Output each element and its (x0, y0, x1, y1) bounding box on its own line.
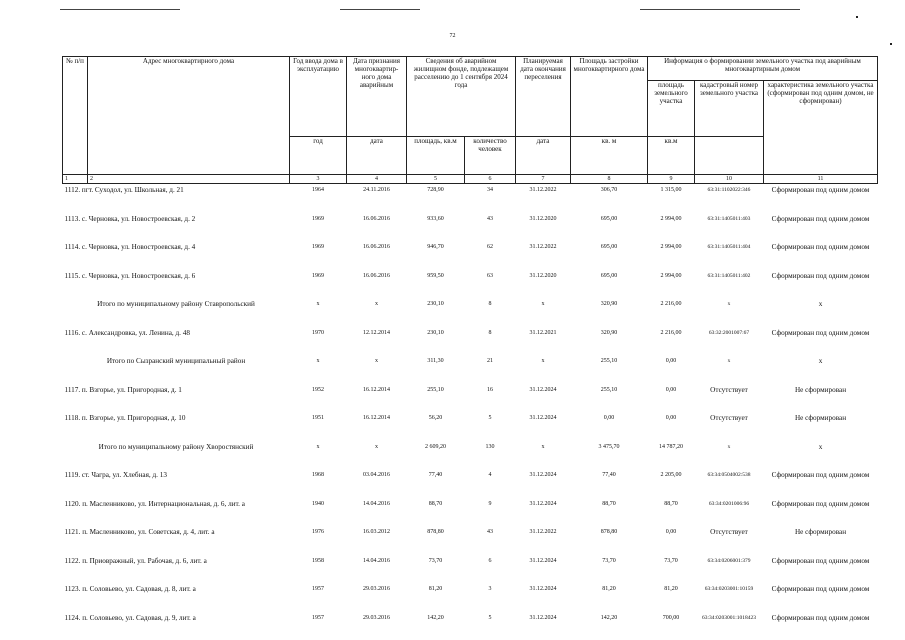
year-cell: x (290, 441, 347, 470)
building-area-cell: 0,00 (571, 412, 648, 441)
unit-empty (695, 137, 764, 175)
table-row (63, 213, 878, 242)
table-row (63, 526, 878, 555)
area-cell: 255,10 (407, 384, 465, 413)
address-cell: 1123. п. Соловьево, ул. Садовая, д. 8, лит. а (63, 583, 290, 612)
building-area-cell: 255,10 (571, 384, 648, 413)
col-number: 2 (88, 175, 290, 184)
cadastral-cell: 63:32:2001007:67 (695, 327, 764, 356)
address-cell: 1122. п. Приовражный, ул. Рабочая, д. 6, лит. а (63, 555, 290, 584)
header-recognition-date: Дата признания многоквартир- ного дома аварийным (347, 57, 407, 137)
table-row (63, 412, 878, 441)
land-area-cell: 2 994,00 (648, 213, 695, 242)
scan-artifact-dot (890, 43, 892, 45)
recognition-date-cell: 16.12.2014 (347, 412, 407, 441)
table-row (63, 612, 878, 640)
col-number: 7 (516, 175, 571, 184)
address-cell: Итого по муниципальному району Хворостянский (63, 441, 290, 470)
land-area-cell: 14 787,20 (648, 441, 695, 470)
header-num: № п/п (63, 57, 88, 175)
col-number: 1 (63, 175, 88, 184)
col-number: 11 (764, 175, 878, 184)
year-cell: 1964 (290, 184, 347, 213)
characteristic-cell: Сформирован под одним домом (764, 555, 878, 584)
area-cell: 230,10 (407, 298, 465, 327)
header-emergency-info: Сведения об аварийном жилищном фонде, подлежащем расселению до 1 сентября 2024 года (407, 57, 516, 137)
recognition-date-cell: 16.06.2016 (347, 270, 407, 299)
table-row (63, 384, 878, 413)
area-cell: 933,60 (407, 213, 465, 242)
header-land-area: площадь земельного участка (648, 81, 695, 137)
building-area-cell: 878,80 (571, 526, 648, 555)
recognition-date-cell: 14.04.2016 (347, 498, 407, 527)
people-cell: 130 (465, 441, 516, 470)
address-cell: 1114. с. Черновка, ул. Новостроевская, д. 4 (63, 241, 290, 270)
recognition-date-cell: 16.06.2016 (347, 241, 407, 270)
cadastral-cell: 63:34:0206001:379 (695, 555, 764, 584)
planned-date-cell: x (516, 298, 571, 327)
cadastral-cell: 63:34:0201006:96 (695, 498, 764, 527)
col-number: 3 (290, 175, 347, 184)
land-area-cell: 88,70 (648, 498, 695, 527)
characteristic-cell: Сформирован под одним домом (764, 469, 878, 498)
area-cell: 878,80 (407, 526, 465, 555)
year-cell: 1952 (290, 384, 347, 413)
table-row (63, 327, 878, 356)
area-cell: 728,90 (407, 184, 465, 213)
address-cell: 1120. п. Масленниково, ул. Интернациональная, д. 6, лит. а (63, 498, 290, 527)
land-area-cell: 0,00 (648, 526, 695, 555)
characteristic-cell: x (764, 298, 878, 327)
year-cell: 1968 (290, 469, 347, 498)
table-row (63, 184, 878, 213)
address-cell: 1117. п. Взгорье, ул. Пригородная, д. 1 (63, 384, 290, 413)
building-area-cell: 88,70 (571, 498, 648, 527)
table-row (63, 270, 878, 299)
cadastral-cell: x (695, 355, 764, 384)
land-area-cell: 0,00 (648, 412, 695, 441)
recognition-date-cell: 16.03.2012 (347, 526, 407, 555)
building-area-cell: 695,00 (571, 270, 648, 299)
building-area-cell: 81,20 (571, 583, 648, 612)
land-area-cell: 73,70 (648, 555, 695, 584)
characteristic-cell: Сформирован под одним домом (764, 213, 878, 242)
characteristic-cell: Сформирован под одним домом (764, 241, 878, 270)
scan-artifact-dot (856, 16, 858, 18)
characteristic-cell: x (764, 441, 878, 470)
address-cell: 1112. пгт. Суходол, ул. Школьная, д. 21 (63, 184, 290, 213)
unit-year: год (290, 137, 347, 175)
recognition-date-cell: 24.11.2016 (347, 184, 407, 213)
cadastral-cell: 63:34:0504002:538 (695, 469, 764, 498)
people-cell: 43 (465, 526, 516, 555)
planned-date-cell: 31.12.2022 (516, 241, 571, 270)
address-cell: Итого по Сызранский муниципальный район (63, 355, 290, 384)
people-cell: 62 (465, 241, 516, 270)
cadastral-cell: 63:34:0203001:10159 (695, 583, 764, 612)
characteristic-cell: Сформирован под одним домом (764, 498, 878, 527)
recognition-date-cell: x (347, 355, 407, 384)
building-area-cell: 320,90 (571, 298, 648, 327)
characteristic-cell: Не сформирован (764, 412, 878, 441)
planned-date-cell: x (516, 355, 571, 384)
cadastral-cell: Отсутствует (695, 412, 764, 441)
year-cell: 1940 (290, 498, 347, 527)
recognition-date-cell: 29.03.2016 (347, 583, 407, 612)
address-cell: 1121. п. Масленниково, ул. Советская, д. 4, лит. а (63, 526, 290, 555)
year-cell: 1957 (290, 583, 347, 612)
unit-kvm: кв. м (571, 137, 648, 175)
land-area-cell: 2 994,00 (648, 270, 695, 299)
total-row (63, 441, 878, 470)
col-number: 5 (407, 175, 465, 184)
cadastral-cell: x (695, 441, 764, 470)
unit-kvm2: кв.м (648, 137, 695, 175)
year-cell: 1969 (290, 213, 347, 242)
table-row (63, 469, 878, 498)
land-area-cell: 81,20 (648, 583, 695, 612)
building-area-cell: 695,00 (571, 241, 648, 270)
scan-artifact-line (640, 9, 800, 10)
address-cell: 1118. п. Взгорье, ул. Пригородная, д. 10 (63, 412, 290, 441)
column-number-row (63, 175, 878, 184)
area-cell: 230,10 (407, 327, 465, 356)
planned-date-cell: 31.12.2024 (516, 583, 571, 612)
recognition-date-cell: 16.06.2016 (347, 213, 407, 242)
characteristic-cell: Сформирован под одним домом (764, 327, 878, 356)
building-area-cell: 320,90 (571, 327, 648, 356)
land-area-cell: 2 216,00 (648, 298, 695, 327)
planned-date-cell: 31.12.2020 (516, 213, 571, 242)
year-cell: 1970 (290, 327, 347, 356)
planned-date-cell: 31.12.2021 (516, 327, 571, 356)
area-cell: 56,20 (407, 412, 465, 441)
cadastral-cell: 63:34:0203001:1018423 (695, 612, 764, 640)
year-cell: 1958 (290, 555, 347, 584)
building-area-cell: 306,70 (571, 184, 648, 213)
header-land-info: Информация о формировании земельного участка под аварийным многоквартирным домом (648, 57, 878, 81)
address-cell: 1119. ст. Чагра, ул. Хлебная, д. 13 (63, 469, 290, 498)
planned-date-cell: 31.12.2024 (516, 612, 571, 640)
year-cell: 1957 (290, 612, 347, 640)
year-cell: x (290, 355, 347, 384)
people-cell: 34 (465, 184, 516, 213)
people-cell: 8 (465, 298, 516, 327)
people-cell: 8 (465, 327, 516, 356)
unit-date2: дата (516, 137, 571, 175)
characteristic-cell: Не сформирован (764, 384, 878, 413)
cadastral-cell: 63:31:1102022:346 (695, 184, 764, 213)
building-area-cell: 142,20 (571, 612, 648, 640)
recognition-date-cell: 14.04.2016 (347, 555, 407, 584)
scan-artifact-line (340, 9, 420, 10)
planned-date-cell: 31.12.2024 (516, 555, 571, 584)
scan-artifact-line (60, 9, 180, 10)
people-cell: 16 (465, 384, 516, 413)
planned-date-cell: 31.12.2024 (516, 498, 571, 527)
building-area-cell: 73,70 (571, 555, 648, 584)
cadastral-cell: 63:31:1405011:404 (695, 241, 764, 270)
col-number: 6 (465, 175, 516, 184)
land-area-cell: 0,00 (648, 355, 695, 384)
table-row (63, 498, 878, 527)
col-number: 9 (648, 175, 695, 184)
header-year: Год ввода дома в эксплуатацию (290, 57, 347, 137)
year-cell: 1969 (290, 270, 347, 299)
building-area-cell: 77,40 (571, 469, 648, 498)
people-cell: 21 (465, 355, 516, 384)
recognition-date-cell: x (347, 441, 407, 470)
people-cell: 9 (465, 498, 516, 527)
cadastral-cell: 63:31:1405011:403 (695, 213, 764, 242)
cadastral-cell: Отсутствует (695, 384, 764, 413)
characteristic-cell: Сформирован под одним домом (764, 583, 878, 612)
planned-date-cell: 31.12.2024 (516, 469, 571, 498)
total-row (63, 355, 878, 384)
planned-date-cell: 31.12.2022 (516, 526, 571, 555)
land-area-cell: 0,00 (648, 384, 695, 413)
recognition-date-cell: x (347, 298, 407, 327)
page-number: 72 (0, 33, 905, 39)
characteristic-cell: Сформирован под одним домом (764, 270, 878, 299)
area-cell: 81,20 (407, 583, 465, 612)
emergency-housing-table (62, 56, 878, 640)
address-cell: Итого по муниципальному району Ставропольский (63, 298, 290, 327)
address-cell: 1113. с. Черновка, ул. Новостроевская, д. 2 (63, 213, 290, 242)
land-area-cell: 700,00 (648, 612, 695, 640)
people-cell: 5 (465, 612, 516, 640)
area-cell: 142,20 (407, 612, 465, 640)
address-cell: 1116. с. Александровка, ул. Ленина, д. 48 (63, 327, 290, 356)
table-body (63, 184, 878, 640)
land-area-cell: 1 315,00 (648, 184, 695, 213)
area-cell: 88,70 (407, 498, 465, 527)
header-characteristic: характеристика земельного участка (сформирован под одним домом, не сформирован) (764, 81, 878, 175)
header-building-area: Площадь застройки многоквартирного дома (571, 57, 648, 137)
header-planned-date: Планируемая дата окончания переселения (516, 57, 571, 137)
table-row (63, 241, 878, 270)
area-cell: 959,50 (407, 270, 465, 299)
land-area-cell: 2 205,00 (648, 469, 695, 498)
area-cell: 311,30 (407, 355, 465, 384)
unit-date: дата (347, 137, 407, 175)
characteristic-cell: Не сформирован (764, 526, 878, 555)
cadastral-cell: x (695, 298, 764, 327)
area-cell: 77,40 (407, 469, 465, 498)
area-cell: 73,70 (407, 555, 465, 584)
cadastral-cell: 63:31:1405011:402 (695, 270, 764, 299)
address-cell: 1115. с. Черновка, ул. Новостроевская, д. 6 (63, 270, 290, 299)
building-area-cell: 695,00 (571, 213, 648, 242)
people-cell: 6 (465, 555, 516, 584)
cadastral-cell: Отсутствует (695, 526, 764, 555)
planned-date-cell: x (516, 441, 571, 470)
col-number: 8 (571, 175, 648, 184)
land-area-cell: 2 216,00 (648, 327, 695, 356)
planned-date-cell: 31.12.2022 (516, 184, 571, 213)
characteristic-cell: x (764, 355, 878, 384)
total-row (63, 298, 878, 327)
building-area-cell: 255,10 (571, 355, 648, 384)
area-cell: 2 609,20 (407, 441, 465, 470)
header-address: Адрес многоквартирного дома (88, 57, 290, 175)
col-number: 10 (695, 175, 764, 184)
header-cadastral: кадастровый номер земельного участка (695, 81, 764, 137)
planned-date-cell: 31.12.2020 (516, 270, 571, 299)
year-cell: 1951 (290, 412, 347, 441)
people-cell: 5 (465, 412, 516, 441)
characteristic-cell: Сформирован под одним домом (764, 184, 878, 213)
table-row (63, 555, 878, 584)
land-area-cell: 2 994,00 (648, 241, 695, 270)
building-area-cell: 3 475,70 (571, 441, 648, 470)
table-row (63, 583, 878, 612)
unit-area: площадь, кв.м (407, 137, 465, 175)
planned-date-cell: 31.12.2024 (516, 384, 571, 413)
recognition-date-cell: 16.12.2014 (347, 384, 407, 413)
people-cell: 3 (465, 583, 516, 612)
characteristic-cell: Сформирован под одним домом (764, 612, 878, 640)
recognition-date-cell: 12.12.2014 (347, 327, 407, 356)
recognition-date-cell: 29.03.2016 (347, 612, 407, 640)
unit-people: количество человек (465, 137, 516, 175)
recognition-date-cell: 03.04.2016 (347, 469, 407, 498)
people-cell: 63 (465, 270, 516, 299)
planned-date-cell: 31.12.2024 (516, 412, 571, 441)
address-cell: 1124. п. Соловьево, ул. Садовая, д. 9, лит. а (63, 612, 290, 640)
year-cell: 1976 (290, 526, 347, 555)
year-cell: x (290, 298, 347, 327)
table-header (63, 57, 878, 184)
area-cell: 946,70 (407, 241, 465, 270)
people-cell: 43 (465, 213, 516, 242)
col-number: 4 (347, 175, 407, 184)
year-cell: 1969 (290, 241, 347, 270)
people-cell: 4 (465, 469, 516, 498)
